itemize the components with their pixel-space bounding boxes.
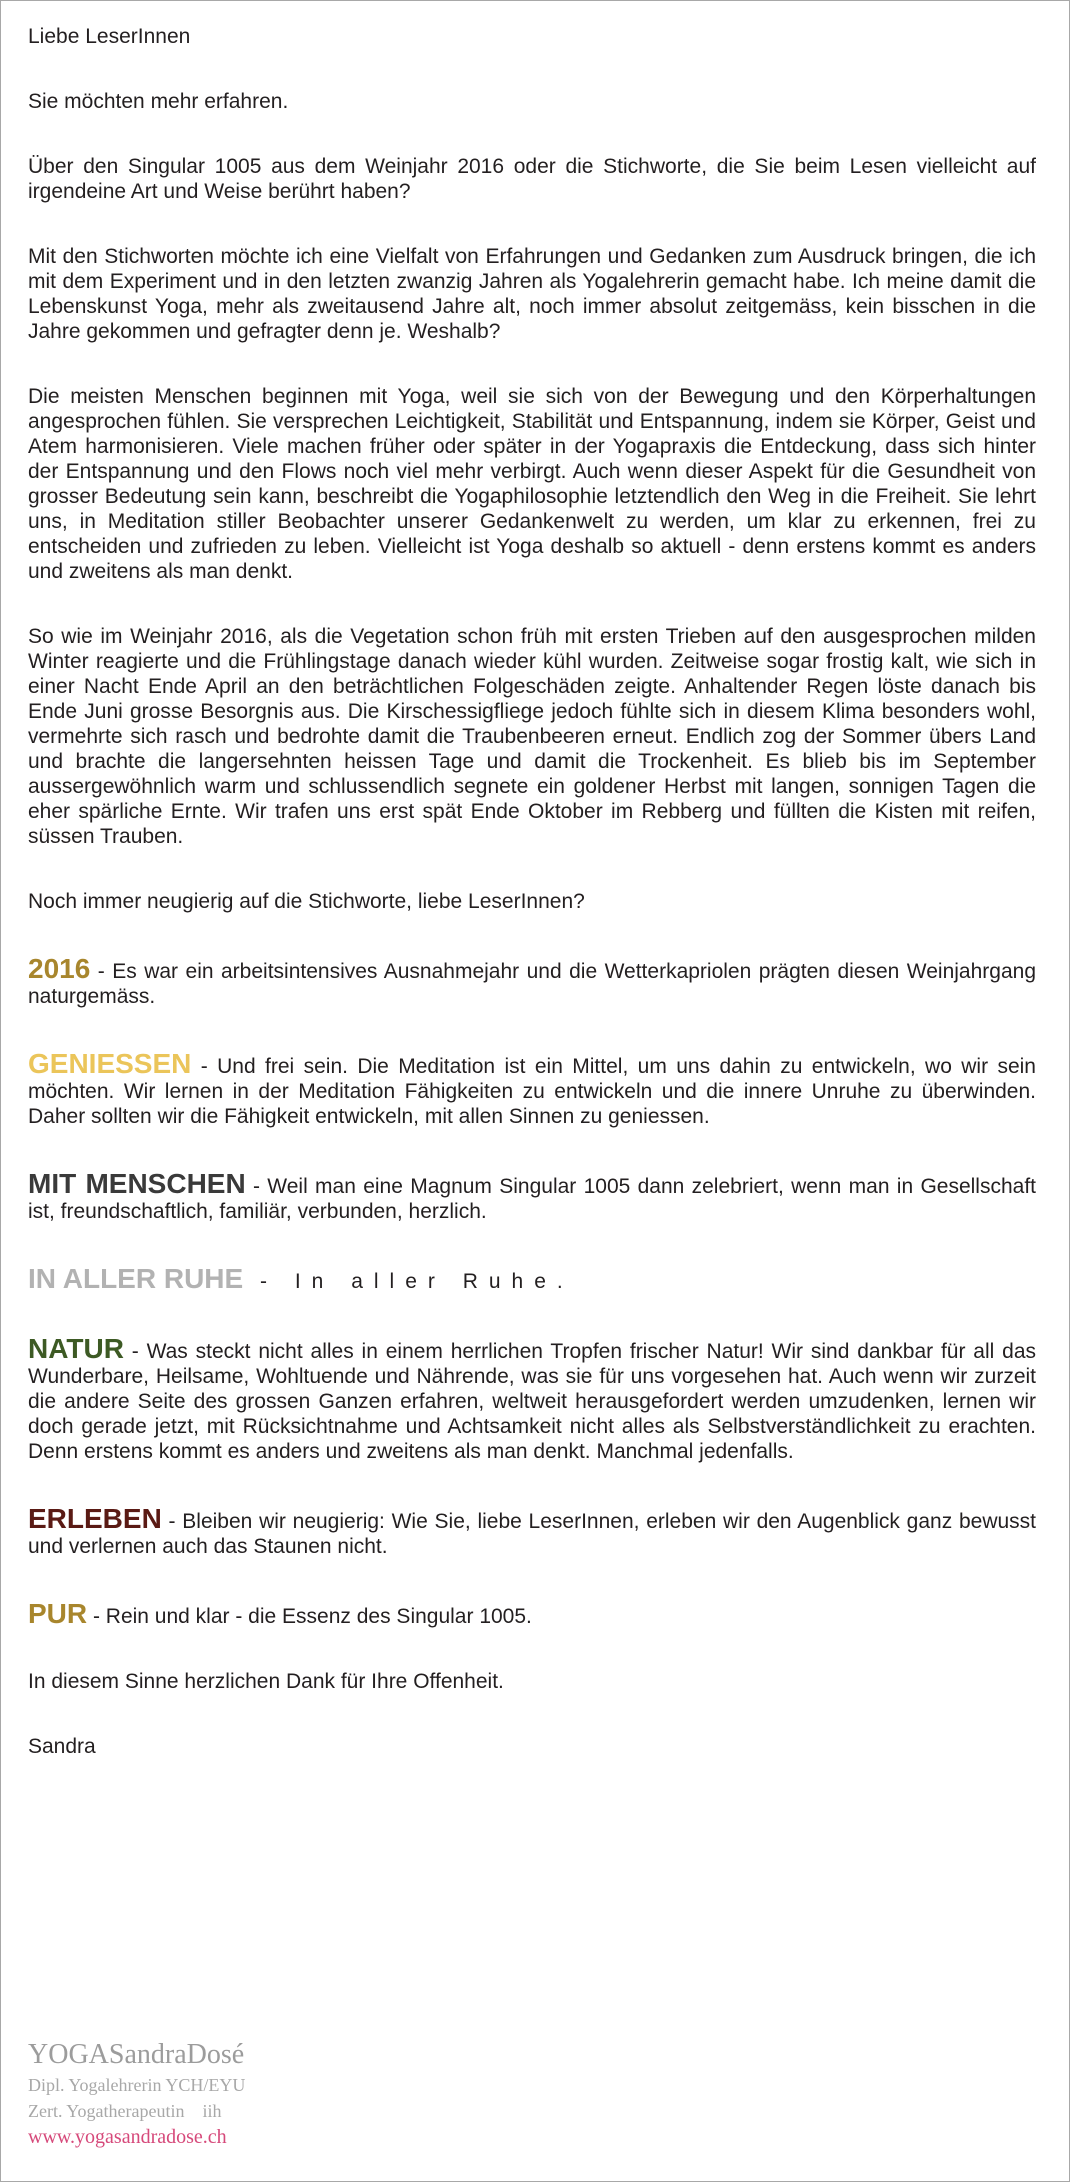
question-paragraph: Über den Singular 1005 aus dem Weinjahr 2016 oder die Stichworte, die Sie beim Lesen vielleicht auf irgendeine Art und Weise berührt haben? bbox=[28, 155, 1036, 203]
intro-line: Sie möchten mehr erfahren. bbox=[28, 90, 289, 113]
closing-name: Sandra bbox=[28, 1735, 96, 1758]
keyword-erleben-paragraph bbox=[28, 1503, 1036, 1559]
keyword-natur-text: - Was steckt nicht alles in einem herrlichen Tropfen frischer Natur! Wir sind dankbar für all das Wunderbare, Heilsame, Wohltuende und Nährende, was sie für uns vorgesehen hat. Auch wenn wir zurzeit die andere Seite des grossen Ganzen erfahren, weltweit herausgefordert werden umzudenken, lernen wir doch gerade jetzt, mit Rücksichtnahme und Achtsamkeit nicht alles als Selbstverständlichkeit zu erachten. Denn erstens kommt es anders und zweitens als man denkt. Manchmal jedenfalls. bbox=[28, 1340, 1036, 1463]
thanks-line: In diesem Sinne herzlichen Dank für Ihre Offenheit. bbox=[28, 1670, 504, 1693]
keyword-erleben: ERLEBEN bbox=[28, 1503, 162, 1534]
yoga-paragraph: Die meisten Menschen beginnen mit Yoga, weil sie sich von der Bewegung und den Körperhaltungen angesprochen fühlen. Sie versprechen Leichtigkeit, Stabilität und Entspannung, indem sie Körper, Geist und Atem harmonisieren. Viele machen früher oder später in der Yogapraxis die Entdeckung, dass sich hinter der Entspannung und den Flows noch viel mehr verbirgt. Auch wenn dieser Aspekt für die Gesundheit von grosser Bedeutung sein kann, beschreibt die Yogaphilosophie letztendlich den Weg in die Freiheit. Sie lehrt uns, in Meditation stiller Beobachter unserer Gedankenwelt zu werden, um klar zu erkennen, frei zu entscheiden und zufrieden zu leben. Vielleicht ist Yoga deshalb so aktuell - denn erstens kommt es anders und zweitens als man denkt. bbox=[28, 385, 1036, 583]
keyword-geniessen: GENIESSEN bbox=[28, 1048, 192, 1079]
keyword-2016-text: - Es war ein arbeitsintensives Ausnahmejahr und die Wetterkapriolen prägten diesen Weinjahrgang naturgemäss. bbox=[28, 960, 1036, 1008]
keyword-in-aller-ruhe-text: - In aller Ruhe. bbox=[243, 1270, 574, 1293]
signature-credential-2: Zert. Yogatherapeutin iih bbox=[28, 2101, 222, 2121]
signature-brand: YOGASandraDosé bbox=[28, 2039, 245, 2070]
signature-credential-1: Dipl. Yogalehrerin YCH/EYU bbox=[28, 2075, 246, 2095]
keyword-geniessen-text: - Und frei sein. Die Meditation ist ein Mittel, um uns dahin zu entwickeln, wo wir sein möchten. Wir lernen in der Meditation Fähigkeiten zu entwickeln und die innere Unruhe zu überwinden. Daher sollten wir die Fähigkeit entwickeln, mit allen Sinnen zu geniessen. bbox=[28, 1055, 1036, 1128]
greeting: Liebe LeserInnen bbox=[28, 25, 191, 48]
stichworte-paragraph: Mit den Stichworten möchte ich eine Vielfalt von Erfahrungen und Gedanken zum Ausdruck bringen, die ich mit dem Experiment und in den letzten zwanzig Jahren als Yogalehrerin gemacht habe. Ich meine damit die Lebenskunst Yoga, mehr als zweitausend Jahre alt, noch immer absolut zeitgemäss, kein bisschen in die Jahre gekommen und gefragter denn je. Weshalb? bbox=[28, 245, 1036, 343]
keyword-geniessen-paragraph bbox=[28, 1048, 1036, 1129]
keyword-pur-text: - Rein und klar - die Essenz des Singular 1005. bbox=[87, 1605, 532, 1628]
keyword-in-aller-ruhe: IN ALLER RUHE bbox=[28, 1263, 244, 1294]
keyword-natur-paragraph bbox=[28, 1333, 1036, 1464]
keyword-2016: 2016 bbox=[28, 953, 91, 984]
website-link[interactable]: www.yogasandradose.ch bbox=[28, 2126, 227, 2148]
keyword-menschen-paragraph bbox=[28, 1168, 1036, 1224]
keyword-mit-menschen-text: - Weil man eine Magnum Singular 1005 dann zelebriert, wenn man in Gesellschaft ist, freundschaftlich, familiär, verbunden, herzlich. bbox=[28, 1175, 1036, 1223]
letter-body bbox=[28, 22, 1036, 1759]
keyword-natur: NATUR bbox=[28, 1333, 124, 1364]
weinjahr-paragraph: So wie im Weinjahr 2016, als die Vegetation schon früh mit ersten Trieben auf den ausgesprochen milden Winter reagierte und die Frühlingstage danach wieder kühl wurden. Zeitweise sogar frostig kalt, wie sich in einer Nacht Ende April an den beträchtlichen Folgeschäden zeigte. Anhaltender Regen löste danach bis Ende Juni grosse Besorgnis aus. Die Kirschessigfliege jedoch fühlte sich in diesem Klima besonders wohl, vermehrte sich rasch und bedrohte damit die Traubenbeeren erneut. Endlich zog der Sommer übers Land und brachte die langersehnten heissen Tage und damit die Trockenheit. Es blieb bis im September aussergewöhnlich warm und schlussendlich segnete ein goldener Herbst mit langen, sonnigen Tagen die eher spärliche Ernte. Wir trafen uns erst spät Ende Oktober im Rebberg und füllten die Kisten mit reifen, süssen Trauben. bbox=[28, 625, 1036, 848]
keyword-pur: PUR bbox=[28, 1598, 88, 1629]
keyword-2016-paragraph bbox=[28, 953, 1036, 1009]
keyword-ruhe-paragraph bbox=[28, 1263, 1036, 1294]
keyword-pur-paragraph bbox=[28, 1598, 1036, 1629]
curious-line: Noch immer neugierig auf die Stichworte, liebe LeserInnen? bbox=[28, 890, 585, 913]
signature-block bbox=[28, 2038, 245, 2150]
keyword-erleben-text: - Bleiben wir neugierig: Wie Sie, liebe LeserInnen, erleben wir den Augenblick ganz bewusst und verlernen auch das Staunen nicht. bbox=[28, 1510, 1036, 1558]
keyword-mit-menschen: MIT MENSCHEN bbox=[28, 1168, 246, 1199]
